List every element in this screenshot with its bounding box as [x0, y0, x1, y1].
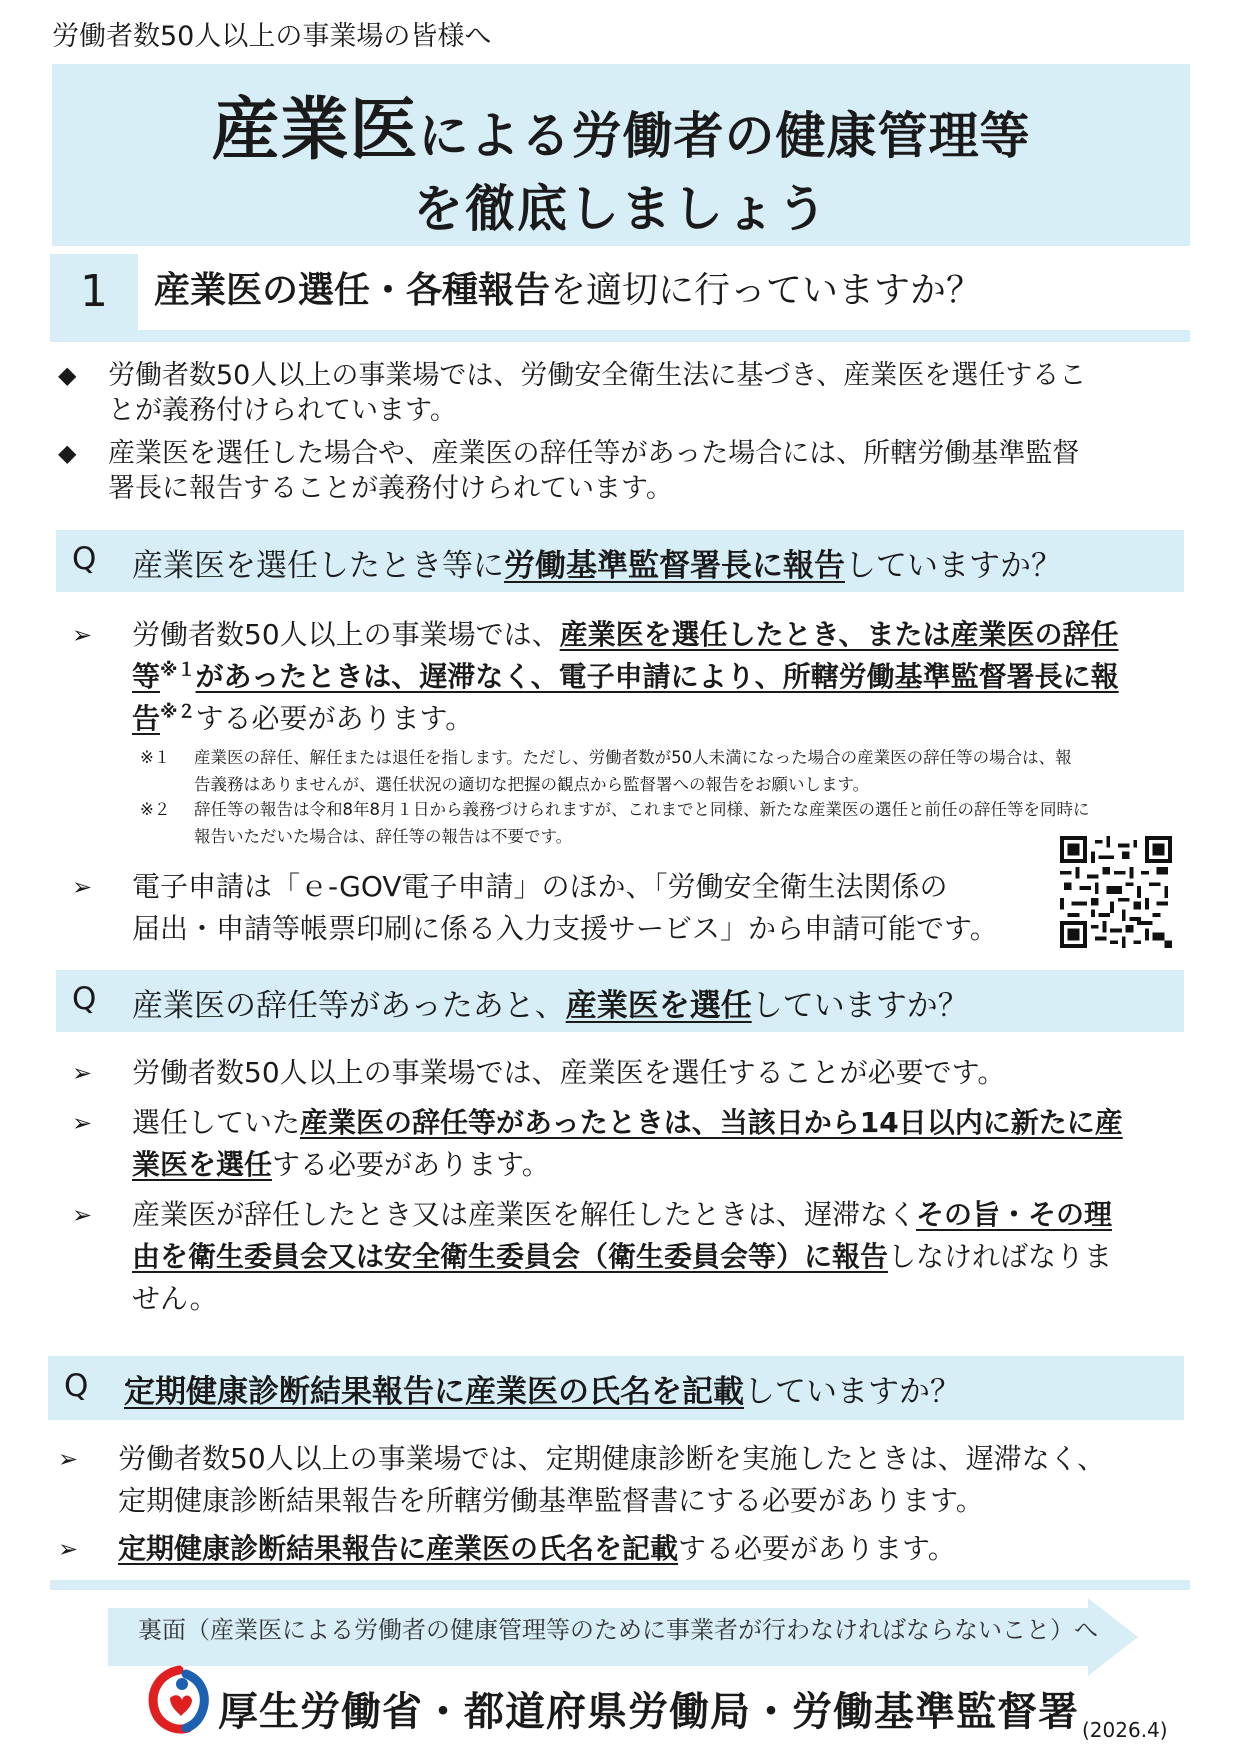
item-emphasis: 産業医の辞任等があったときは、当該日から14日以内に新たに産 [300, 1106, 1123, 1139]
arrow-bullet-icon: ➢ [72, 1059, 93, 1087]
item-text: 選任していた [132, 1106, 301, 1139]
question-label: Q [64, 1368, 89, 1404]
footnote-line: 告義務はありませんが、選任状況の適切な把握の観点から監督署への報告をお願いします。 [194, 775, 870, 794]
arrow-bullet-icon: ➢ [72, 621, 93, 649]
arrow-bullet-icon: ➢ [58, 1445, 79, 1473]
back-page-link[interactable]: 裏面（産業医による労働者の健康管理等のために事業者が行わなければならないこと）へ [138, 1616, 1098, 1644]
list-item [72, 1052, 1182, 1094]
footnote-mark: ※１ [140, 748, 171, 767]
diamond-bullet-icon: ◆ [58, 361, 77, 389]
section-title [154, 262, 982, 313]
item-text: 電子申請は「ｅ-GOV電子申請」のほか、「労働安全衛生法関係の [132, 870, 948, 903]
footnote-line: 産業医の辞任、解任または退任を指します。ただし、労働者数が50人未満になった場合の産業医の辞任等の場合は、報 [194, 748, 1072, 767]
footnote [140, 744, 1175, 798]
list-item [72, 866, 1052, 950]
item-text: 産業医が辞任したとき又は産業医を解任したときは、遅滞なく [132, 1198, 917, 1231]
bullet-line: 署長に報告することが義務付けられています。 [108, 473, 673, 504]
section-number: 1 [80, 266, 108, 317]
section-title-rest: を適切に行っていますか？ [550, 270, 983, 311]
item-emphasis: 定期健康診断結果報告に産業医の氏名を記載 [118, 1532, 679, 1565]
question-text-pre: 産業医の辞任等があったあと、 [132, 988, 566, 1024]
item-text: せん。 [132, 1282, 218, 1315]
footnote-mark: ※２ [140, 800, 171, 819]
item-text: 労働者数50人以上の事業場では、 [132, 618, 560, 651]
arrow-bullet-icon: ➢ [72, 873, 93, 901]
bullet-line: 産業医を選任した場合や、産業医の辞任等があった場合には、所轄労働基準監督 [108, 438, 1080, 469]
item-emphasis: その旨・その理 [916, 1198, 1113, 1231]
item-emphasis: 等 [132, 660, 161, 693]
item-text: 届出・申請等帳票印刷に係る入力支援サービス」から申請可能です。 [132, 912, 998, 945]
arrow-bullet-icon: ➢ [72, 1109, 93, 1137]
item-text: する必要があります。 [272, 1148, 550, 1181]
page-title-line1 [52, 76, 1190, 173]
question-text-emphasis: 定期健康診断結果報告に産業医の氏名を記載 [124, 1374, 744, 1410]
question-text [132, 540, 1062, 585]
question-text-post: していますか？ [744, 1374, 961, 1410]
question-label: Q [72, 541, 97, 577]
item-text: する必要があります。 [678, 1532, 956, 1565]
item-emphasis: 告 [132, 702, 161, 735]
item-emphasis: 由を衛生委員会又は安全衛生委員会（衛生委員会等）に報告 [132, 1240, 889, 1273]
list-item [72, 1194, 1182, 1320]
item-emphasis: があったときは、遅滞なく、電子申請により、所轄労働基準監督署長に報 [195, 660, 1119, 693]
audience-kicker: 労働者数50人以上の事業場の皆様へ [52, 21, 492, 52]
question-text-pre: 産業医を選任したとき等に [132, 548, 504, 584]
section-title-bold: 産業医の選任・各種報告 [154, 270, 551, 311]
bullet-line: とが義務付けられています。 [108, 395, 457, 426]
footnote-line: 報告いただいた場合は、辞任等の報告は不要です。 [194, 827, 573, 846]
question-label: Q [72, 981, 97, 1017]
title-rest: による労働者の健康管理等 [418, 107, 1031, 165]
question-text-emphasis: 労働基準監督署長に報告 [504, 548, 845, 584]
issuer-name: 厚生労働省・都道府県労働局・労働基準監督署 [218, 1689, 1079, 1735]
item-emphasis: 業医を選任 [132, 1148, 273, 1181]
footnote-ref: ※１ [160, 659, 196, 681]
item-text: しなければなりま [888, 1240, 1113, 1273]
question-text [124, 1366, 961, 1411]
section-underline-bar [50, 330, 1190, 342]
list-item [72, 614, 1182, 740]
title-keyword: 産業医 [211, 91, 419, 170]
page-title-line2: を徹底しましょう [413, 180, 829, 238]
item-emphasis: 産業医を選任したとき、または産業医の辞任 [559, 618, 1119, 651]
item-text: 定期健康診断結果報告を所轄労働基準監督書にする必要があります。 [118, 1484, 984, 1517]
item-text: 労働者数50人以上の事業場では、定期健康診断を実施したときは、遅滞なく、 [118, 1442, 1106, 1475]
diamond-bullet-icon: ◆ [58, 439, 77, 467]
arrow-bullet-icon: ➢ [58, 1535, 79, 1563]
bullet-line: 労働者数50人以上の事業場では、労働安全衛生法に基づき、産業医を選任するこ [108, 360, 1087, 391]
list-item [58, 1528, 1168, 1570]
footer-divider [50, 1580, 1190, 1590]
item-text: 労働者数50人以上の事業場では、産業医を選任することが必要です。 [132, 1056, 1006, 1089]
question-text-post: していますか？ [845, 548, 1062, 584]
footnote [140, 796, 1175, 850]
title-banner [52, 64, 1190, 246]
footnote-line: 辞任等の報告は令和8年8月１日から義務づけられますが、これまでと同様、新たな産業医の選任と前任の辞任等を同時に [194, 800, 1090, 819]
question-text [132, 980, 969, 1025]
list-item [72, 1102, 1182, 1186]
list-item [58, 436, 1178, 506]
list-item [58, 358, 1178, 428]
footnote-ref: ※２ [160, 701, 196, 723]
question-text-post: していますか？ [751, 988, 969, 1024]
qr-code-icon[interactable] [1060, 836, 1172, 948]
item-text: する必要があります。 [195, 702, 474, 735]
ministry-logo-icon [146, 1664, 212, 1736]
question-text-emphasis: 産業医を選任 [565, 988, 752, 1024]
arrow-bullet-icon: ➢ [72, 1201, 93, 1229]
list-item [58, 1438, 1168, 1522]
issue-date: (2026.4) [1082, 1718, 1168, 1742]
